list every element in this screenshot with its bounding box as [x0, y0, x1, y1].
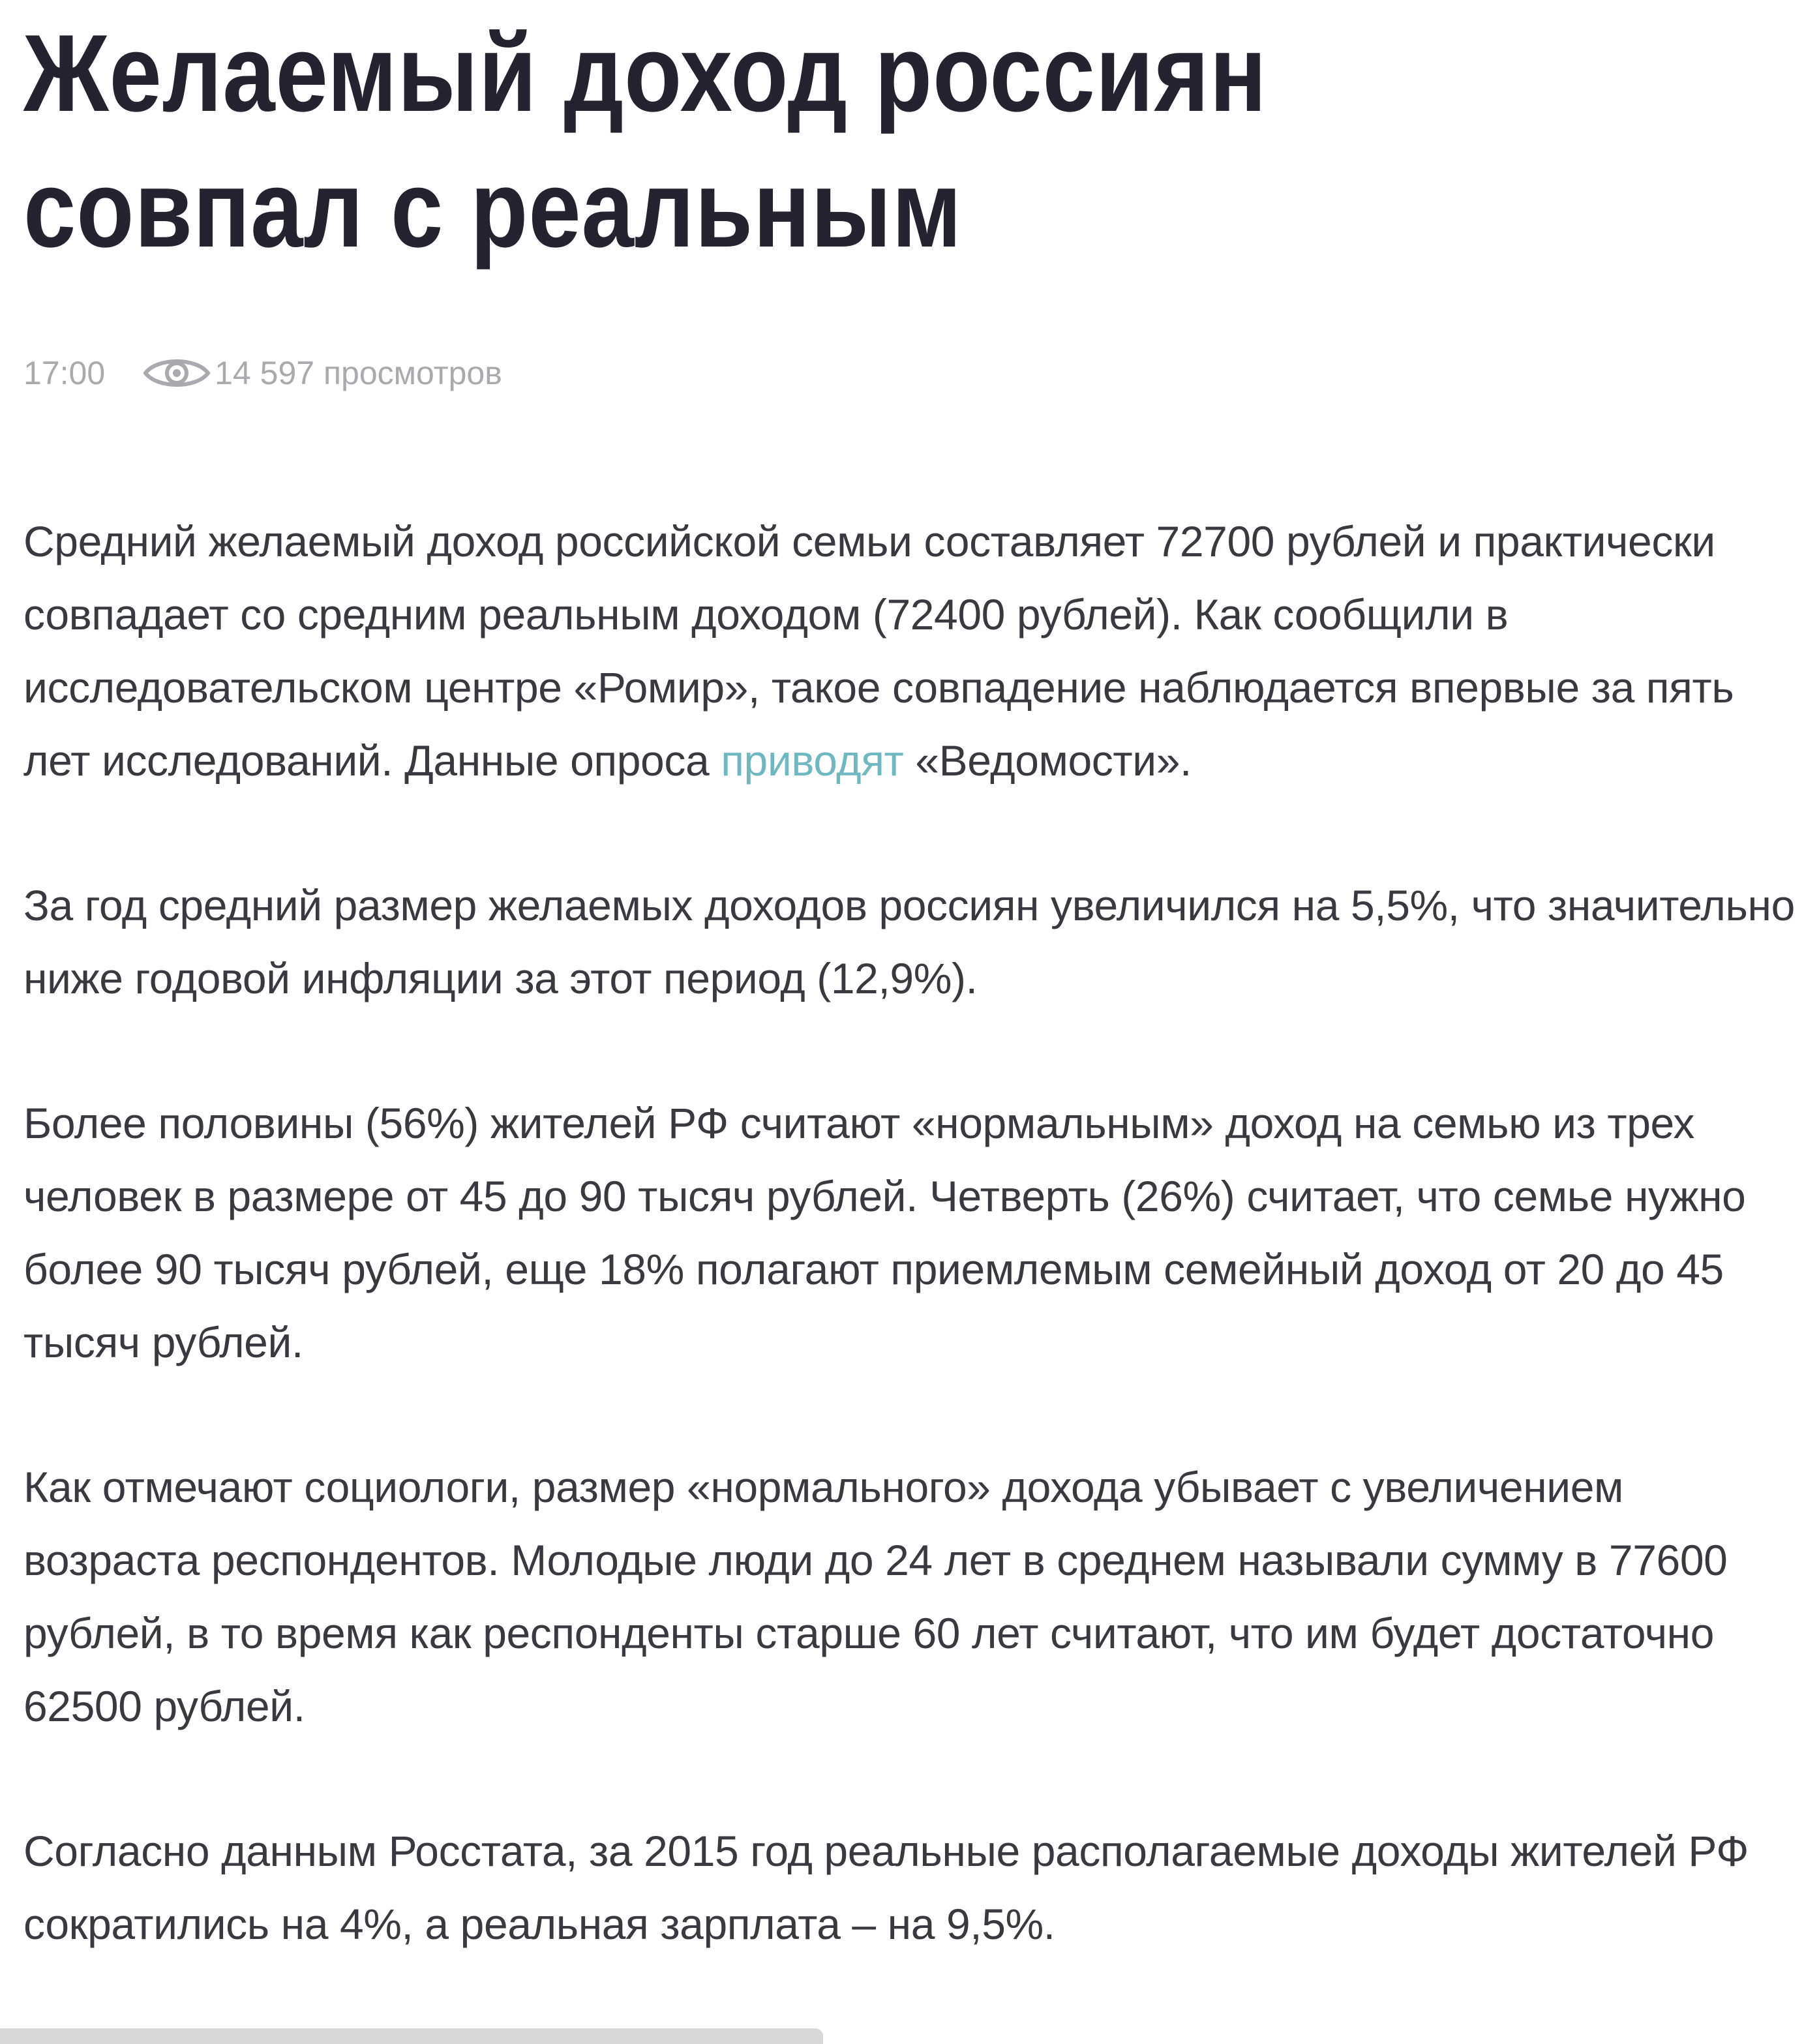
article-body — [23, 505, 1797, 2032]
paragraph-text: Средний желаемый доход российской семьи составляет 72700 рублей и практически совпадает со средним реальным доходом (72400 рублей). Как сообщили в исследовательском центре «Ромир», такое совпадение наблюдается впервые за пять лет исследований. Данные опроса — [23, 517, 1734, 785]
paragraph: За год средний размер желаемых доходов россиян увеличился на 5,5%, что значительно ниже годовой инфляции за этот период (12,9%). — [23, 881, 1795, 1002]
views-count: 14 597 просмотров — [215, 355, 502, 391]
paragraph-text: «Ведомости». — [903, 736, 1192, 785]
article-meta — [23, 350, 502, 397]
paragraph: Более половины (56%) жителей РФ считают «нормальным» доход на семью из трех человек в размере от 45 до 90 тысяч рублей. Четверть (26%) считает, что семье нужно более 90 тысяч рублей, еще 18% полагают приемлемым семейный доход от 20 до 45 тысяч рублей. — [23, 1099, 1746, 1366]
paragraph: Согласно данным Росстата, за 2015 год реальные располагаемые доходы жителей РФ сократились на 4%, а реальная зарплата – на 9,5%. — [23, 1827, 1749, 1948]
article-title: Желаемый доход россиян совпал с реальным — [23, 12, 1267, 270]
eye-icon — [143, 353, 211, 393]
paragraph — [23, 505, 1797, 797]
horizontal-scrollbar[interactable] — [0, 2028, 823, 2044]
article — [23, 0, 1797, 1948]
source-link[interactable]: приводят — [721, 736, 904, 785]
paragraph: Как отмечают социологи, размер «нормального» дохода убывает с увеличением возраста респондентов. Молодые люди до 24 лет в среднем называли сумму в 77600 рублей, в то время как респонденты старше 60 лет считают, что им будет достаточно 62500 рублей. — [23, 1463, 1728, 1730]
publish-time: 17:00 — [23, 355, 106, 391]
